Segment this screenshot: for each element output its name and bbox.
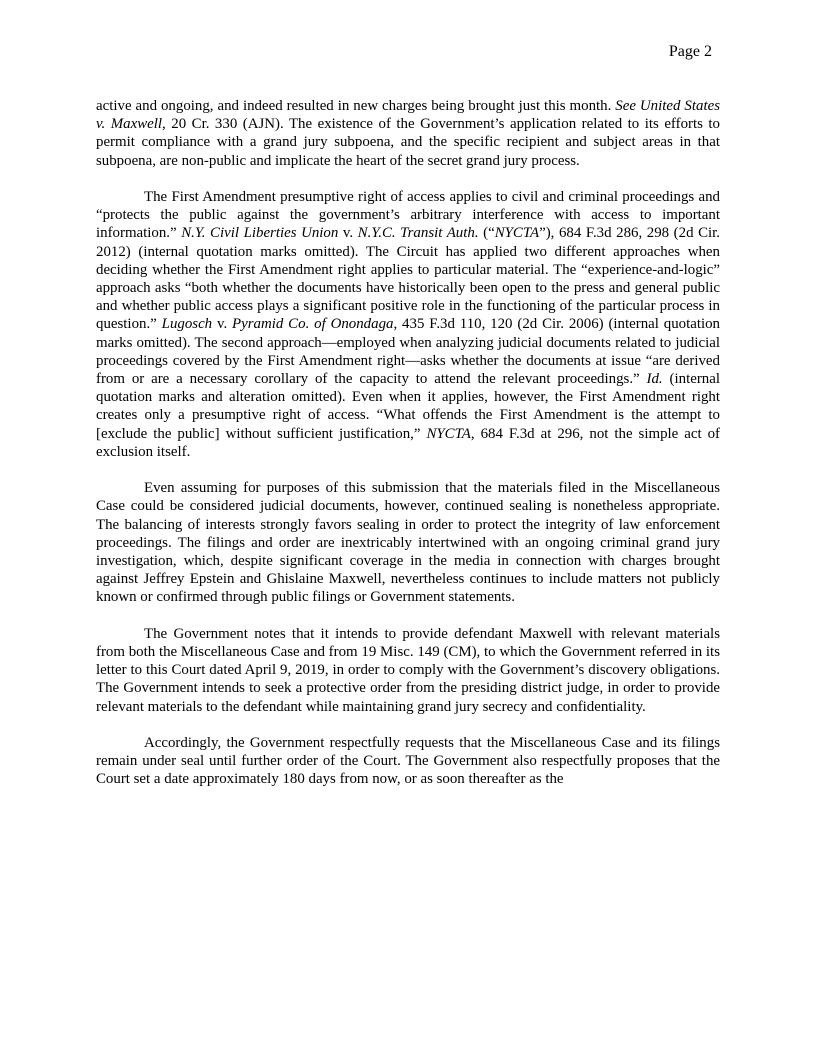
body-text-run: v. [338,225,358,242]
body-text-run: v. [212,316,233,333]
citation-italic-text: NYCTA [426,425,471,442]
citation-italic-text: Id. [646,371,663,388]
letter-body [96,97,720,807]
citation-italic-text: N.Y. Civil Liberties Union [181,225,339,242]
paragraph-grand-jury-continuation [96,97,720,170]
paragraph-continued-sealing [96,479,720,606]
body-text-run: The Government notes that it intends to provide defendant Maxwell with relevant materials from both the Miscellaneous Case and from 19 Misc. 149 (CM), to which the Government referred in its letter to this Court dated April 9, 2019, in order to comply with the Government’s discovery obligations. The Government intends to seek a protective order from the presiding district judge, in order to provide relevant materials to the defendant while maintaining grand jury secrecy and confidentiality. [96,625,720,715]
paragraph-first-amendment [96,188,720,461]
page-number: Page 2 [668,43,712,60]
citation-italic-text: Pyramid Co. of Onondaga [232,316,394,333]
citation-italic-text: See United States v. Maxwell [96,98,720,133]
citation-italic-text: N.Y.C. Transit Auth. [357,225,479,242]
paragraph-discovery-obligations [96,625,720,716]
body-text-run: , 20 Cr. 330 (AJN). The existence of the Government’s application related to its efforts to permit compliance with a grand jury subpoena, and the specific recipient and subject areas in that subpoena, are non-public and implicate the heart of the secret grand jury process. [96,116,720,169]
body-text-run: (internal quotation marks and alteration omitted). Even when it applies, however, the First Amendment right creates only a presumptive right of access. “What offends the First Amendment is the attempt to [exclude the public] without sufficient justification,” [96,371,720,442]
citation-italic-text: NYCTA [494,225,540,242]
body-text-run: , 435 F.3d 110, 120 (2d Cir. 2006) (internal quotation marks omitted). The second approach—employed when analyzing judicial documents related to judicial proceedings covered by the First Amendment right—asks whether the documents at issue “are derived from or are a necessary corollary of the capacity to attend the relevant proceedings.” [96,316,720,388]
body-text-run: Accordingly, the Government respectfully requests that the Miscellaneous Case and its filings remain under seal until further order of the Court. The Government also respectfully proposes that the Court set a date approximately 180 days from now, or as soon thereafter as the [96,735,720,788]
body-text-run: ”), 684 F.3d 286, 298 (2d Cir. 2012) (internal quotation marks omitted). The Circuit has applied two different approaches when deciding whether the First Amendment right applies to particular material. The “experience-and-logic” approach asks “both whether the documents have historically been open to the press and general public and whether public access plays a significant positive role in the functioning of the particular process in question.” [96,225,721,333]
body-text-run: active and ongoing, and indeed resulted in new charges being brought just this month. [96,98,616,114]
paragraph-conclusion-request [96,734,720,789]
citation-italic-text: Lugosch [161,316,213,333]
body-text-run: (“ [478,225,495,242]
body-text-run: The First Amendment presumptive right of access applies to civil and criminal proceedings and “protects the public against the government’s arbitrary interference with access to important information.” [96,189,720,242]
body-text-run: Even assuming for purposes of this submission that the materials filed in the Miscellaneous Case could be considered judicial documents, however, continued sealing is nonetheless appropriate. The balancing of interests strongly favors sealing in order to protect the integrity of law enforcement proceedings. The filings and order are inextricably intertwined with an ongoing criminal grand jury investigation, which, despite significant coverage in the media in connection with charges brought against Jeffrey Epstein and Ghislaine Maxwell, nevertheless continues to include matters not publicly known or confirmed through public filings or Government statements. [96,480,720,606]
body-text-run: , 684 F.3d at 296, not the simple act of exclusion itself. [96,425,720,460]
